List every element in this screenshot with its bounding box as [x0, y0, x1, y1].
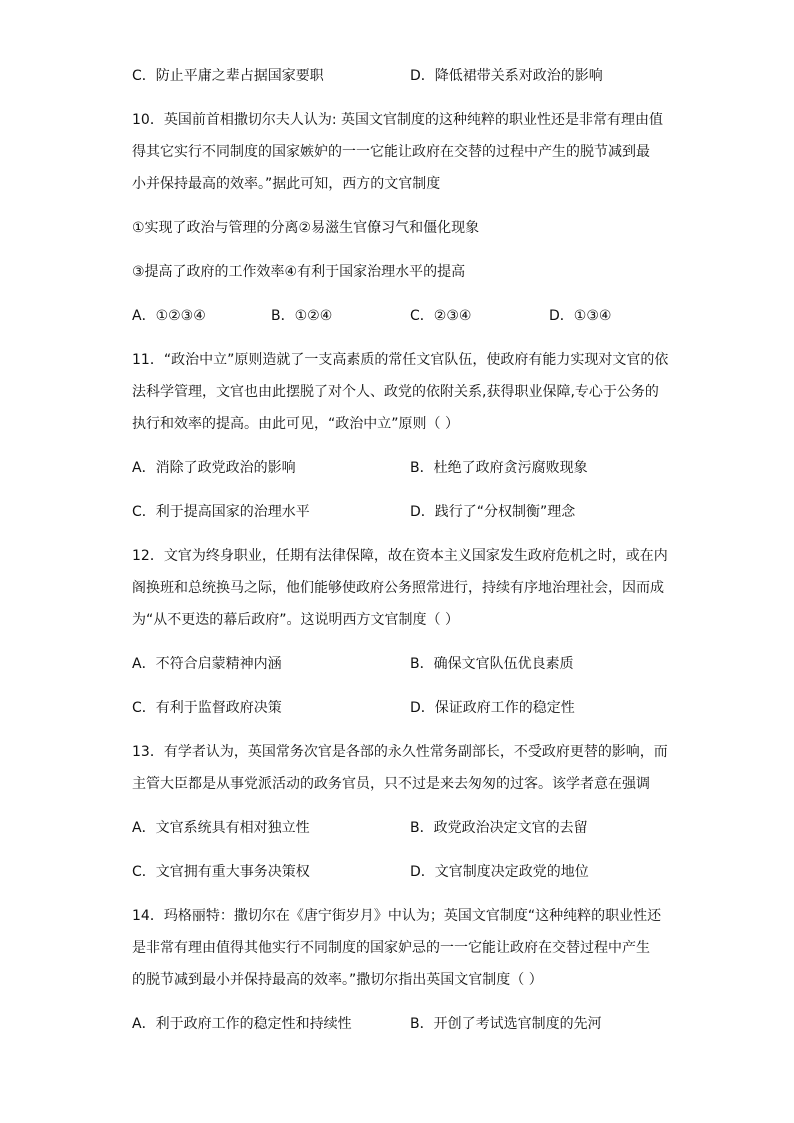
q13-option-d: D．文官制度决定政党的地位 — [410, 864, 589, 880]
q10-option-c: C．②③④ — [410, 308, 472, 324]
q13-stem-line-1: 13．有学者认为，英国常务次官是各部的永久性常务副部长，不受政府更替的影响，而 — [132, 744, 668, 760]
q12-stem-line-2: 阁换班和总统换马之际，他们能够使政府公务照常进行，持续有序地治理社会，因而成 — [132, 580, 664, 596]
q11-option-b: B．杜绝了政府贪污腐败现象 — [410, 460, 588, 476]
q11-option-d: D．践行了“分权制衡”理念 — [410, 504, 576, 520]
q12-option-c: C．有利于监督政府决策 — [132, 700, 282, 716]
q12-option-d: D．保证政府工作的稳定性 — [410, 700, 575, 716]
q10-stem-line-3: 小并保持最高的效率。”据此可知，西方的文官制度 — [132, 176, 441, 192]
q12-option-a: A．不符合启蒙精神内涵 — [132, 656, 282, 672]
q13-option-c: C．文官拥有重大事务决策权 — [132, 864, 310, 880]
q14-stem-line-1: 14．玛格丽特：撒切尔在《唐宁街岁月》中认为；英国文官制度“这种纯粹的职业性还 — [132, 908, 662, 924]
q9-option-d: D．降低裙带关系对政治的影响 — [410, 68, 603, 84]
q10-stem-line-2: 得其它实行不同制度的国家嫉妒的一一它能让政府在交替的过程中产生的脱节减到最 — [132, 144, 650, 160]
q11-stem-line-3: 执行和效率的提高。由此可见，“政治中立”原则（ ） — [132, 416, 459, 432]
q13-stem-line-2: 主管大臣都是从事党派活动的政务官员，只不过是来去匆匆的过客。该学者意在强调 — [132, 776, 650, 792]
q10-option-b: B．①②④ — [271, 308, 333, 324]
q14-stem-line-2: 是非常有理由值得其他实行不同制度的国家妒忌的一一它能让政府在交替过程中产生 — [132, 940, 650, 956]
q14-option-b: B．开创了考试选官制度的先河 — [410, 1016, 602, 1032]
q10-items-line-2: ③提高了政府的工作效率④有利于国家治理水平的提高 — [132, 264, 466, 280]
q11-option-a: A．消除了政党政治的影响 — [132, 460, 296, 476]
q9-option-c: C．防止平庸之辈占据国家要职 — [132, 68, 324, 84]
q11-stem-line-1: 11．“政治中立”原则造就了一支高素质的常任文官队伍，使政府有能力实现对文官的依 — [132, 352, 669, 368]
q12-stem-line-1: 12．文官为终身职业，任期有法律保障，故在资本主义国家发生政府危机之时，或在内 — [132, 548, 668, 564]
q11-stem-line-2: 法科学管理，文官也由此摆脱了对个人、政党的依附关系,获得职业保障,专心于公务的 — [132, 384, 659, 400]
q10-items-line-1: ①实现了政治与管理的分离②易滋生官僚习气和僵化现象 — [132, 220, 480, 236]
q13-option-b: B．政党政治决定文官的去留 — [410, 820, 588, 836]
q12-stem-line-3: 为“从不更迭的幕后政府”。这说明西方文官制度（ ） — [132, 612, 459, 628]
q11-option-c: C．利于提高国家的治理水平 — [132, 504, 310, 520]
q13-option-a: A．文官系统具有相对独立性 — [132, 820, 310, 836]
q14-stem-line-3: 的脱节减到最小并保持最高的效率。”撒切尔指出英国文官制度（ ） — [132, 972, 543, 988]
q10-option-a: A．①②③④ — [132, 308, 206, 324]
q10-stem-line-1: 10．英国前首相撒切尔夫人认为: 英国文官制度的这种纯粹的职业性还是非常有理由值 — [132, 112, 663, 128]
q10-option-d: D．①③④ — [549, 308, 612, 324]
q14-option-a: A．利于政府工作的稳定性和持续性 — [132, 1016, 352, 1032]
q12-option-b: B．确保文官队伍优良素质 — [410, 656, 574, 672]
